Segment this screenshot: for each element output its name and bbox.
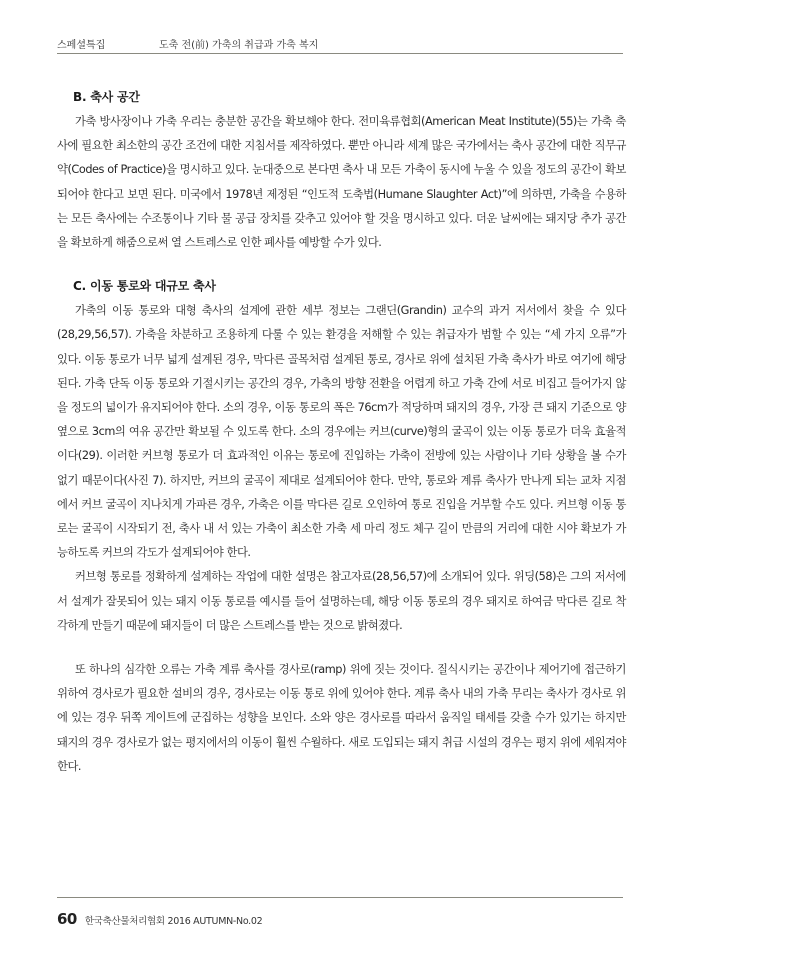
- section-heading-b: B. 축사 공간: [73, 90, 140, 104]
- article-body: [57, 87, 626, 779]
- paragraph-spacer: [57, 638, 626, 658]
- paragraph: 커브형 통로를 정확하게 설계하는 작업에 대한 설명은 참고자료(28,56,57)에 소개되어 있다. 위딩(58)은 그의 저서에서 설계가 잘못되어 있는 돼지 이동 통로를 예시를 들어 설명하는데, 해당 이동 통로의 경우 돼지로 하여금 막다른 길로 착각하게 만들기 때문에 돼지들이 더 많은 스트레스를 받는 것으로 밝혀졌다.: [57, 570, 626, 632]
- header-section-label: 스페셜특집: [57, 40, 106, 51]
- section-heading-c: C. 이동 통로와 대규모 축사: [73, 279, 216, 294]
- header-article-title: 도축 전(前) 가축의 취급과 가축 복지: [159, 40, 319, 51]
- paragraph: 가축 방사장이나 가축 우리는 충분한 공간을 확보해야 한다. 전미육류협회(American Meat Institute)(55)는 가축 축사에 필요한 최소한의 공간 조건에 대한 지침서를 제작하였다. 뿐만 아니라 세계 많은 국가에서는 축사 공간에 대한 직무규약(Codes of Practice)을 명시하고 있다. 눈대중으로 본다면 축사 내 모든 가축이 동시에 누울 수 있을 정도의 공간이 확보되어야 한다고 보면 된다. 미국에서 1978년 제정된 “인도적 도축법(Humane Slaughter Act)”에 의하면, 가축을 수용하는 모든 축사에는 수조통이나 기타 물 공급 장치를 갖추고 있어야 할 것을 명시하고 있다. 더운 날씨에는 돼지당 추가 공간을 확보하게 해줌으로써 열 스트레스로 인한 폐사를 예방할 수가 있다.: [57, 115, 626, 250]
- section-spacer: [57, 255, 626, 276]
- header-divider: [57, 53, 623, 54]
- paragraph: 가축의 이동 통로와 대형 축사의 설계에 관한 세부 정보는 그랜딘(Grandin) 교수의 과거 저서에서 찾을 수 있다(28,29,56,57). 가축을 차분하고 조용하게 다룰 수 있는 환경을 저해할 수 있는 취급자가 범할 수 있는 “세 가지 오류”가 있다. 이동 통로가 너무 넓게 설계된 경우, 막다른 골목처럼 설계된 통로, 경사로 위에 설치된 가축 축사가 바로 여기에 해당된다. 가축 단독 이동 통로와 기절시키는 공간의 경우, 가축의 방향 전환을 어렵게 하고 가축 간에 서로 비집고 들어가지 않을 정도의 넓이가 유지되어야 한다. 소의 경우, 이동 통로의 폭은 76cm가 적당하며 돼지의 경우, 가장 큰 돼지 기준으로 양 옆으로 3cm의 여유 공간만 확보될 수 있도록 한다. 소의 경우에는 커브(curve)형의 굴곡이 있는 이동 통로가 더욱 효율적이다(29). 이러한 커브형 통로가 더 효과적인 이유는 통로에 진입하는 가축이 전방에 있는 사람이나 기타 상황을 볼 수가 없기 때문이다(사진 7). 하지만, 커브의 굴곡이 제대로 설계되어야 한다. 만약, 통로와 계류 축사가 만나게 되는 교차 지점에서 커브 굴곡이 지나치게 가파른 경우, 가축은 이를 막다른 길로 오인하여 통로 진입을 거부할 수도 있다. 커브형 이동 통로는 굴곡이 시작되기 전, 축사 내 서 있는 가축이 최소한 가축 세 마리 정도 체구 길이 만큼의 거리에 대한 시야 확보가 가능하도록 커브의 각도가 설계되어야 한다.: [57, 304, 626, 560]
- page-footer: [57, 910, 262, 928]
- paragraph: 또 하나의 심각한 오류는 가축 계류 축사를 경사로(ramp) 위에 짓는 것이다. 질식시키는 공간이나 제어기에 접근하기 위하여 경사로가 필요한 설비의 경우, 경사로는 이동 통로 위에 있어야 한다. 계류 축사 내의 가축 무리는 축사가 경사로 위에 있는 경우 뒤쪽 게이트에 군집하는 성향을 보인다. 소와 양은 경사로를 따라서 움직일 태세를 갖출 수가 있기는 하지만 돼지의 경우 경사로가 없는 평지에서의 이동이 훨씬 수월하다. 새로 도입되는 돼지 취급 시설의 경우는 평지 위에 세워져야 한다.: [57, 663, 626, 773]
- publication-info: 한국축산물처리협회 2016 AUTUMN-No.02: [84, 916, 263, 927]
- footer-divider: [57, 897, 623, 898]
- page-number: 60: [57, 910, 77, 928]
